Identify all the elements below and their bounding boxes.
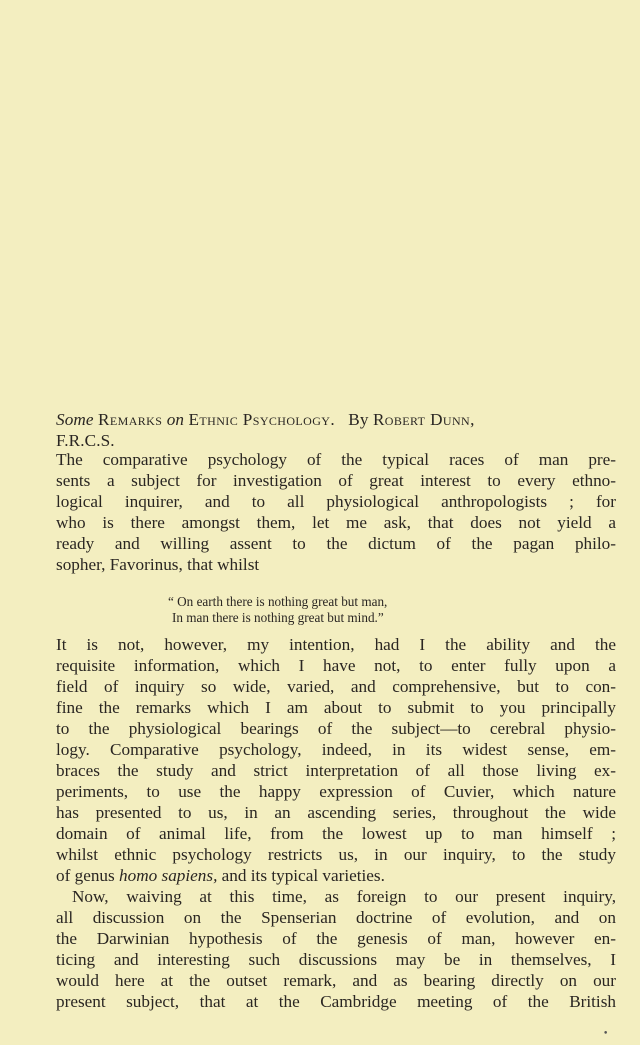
p2-line: braces the study and strict interpretation of all those living ex- bbox=[56, 761, 616, 780]
p3-line: would here at the outset remark, and as bearing directly on our bbox=[56, 971, 616, 990]
heading-remarks: Remarks bbox=[98, 410, 163, 429]
p1-line: logical inquirer, and to all physiological anthropologists ; for bbox=[56, 492, 616, 511]
p3-line: present subject, that at the Cambridge meeting of the British bbox=[56, 992, 616, 1011]
p1-line: sopher, Favorinus, that whilst bbox=[56, 555, 260, 574]
p3-line: Now, waiving at this time, as foreign to our present inquiry, bbox=[72, 887, 616, 906]
heading-topic: Ethnic Psychology. bbox=[188, 410, 336, 429]
heading-author: Robert Dunn, bbox=[372, 410, 475, 429]
p2-line: It is not, however, my intention, had I the ability and the bbox=[56, 635, 616, 654]
p1-line: who is there amongst them, let me ask, that does not yield a bbox=[56, 513, 616, 532]
p2-genus-after: and its typical varieties. bbox=[217, 866, 385, 885]
article-heading bbox=[56, 409, 616, 451]
p2-line: whilst ethnic psychology restricts us, in our inquiry, to the study bbox=[56, 845, 616, 864]
p2-line: field of inquiry so wide, varied, and comprehensive, but to con- bbox=[56, 677, 616, 696]
p2-line: requisite information, which I have not, to enter fully upon a bbox=[56, 656, 616, 675]
p2-line: domain of animal life, from the lowest up to man himself ; bbox=[56, 824, 616, 843]
p2-genus-italic: homo sapiens, bbox=[119, 866, 218, 885]
heading-by: By bbox=[348, 410, 369, 429]
p2-line: has presented to us, in an ascending series, throughout the wide bbox=[56, 803, 616, 822]
p2-line-genus bbox=[56, 865, 616, 886]
p2-line: to the physiological bearings of the subject—to cerebral physio- bbox=[56, 719, 616, 738]
p3-line: all discussion on the Spenserian doctrine of evolution, and on bbox=[56, 908, 616, 927]
heading-some: Some bbox=[56, 410, 94, 429]
p2-genus-before: of genus bbox=[56, 866, 120, 885]
heading-on: on bbox=[166, 410, 185, 429]
p2-line: logy. Comparative psychology, indeed, in its widest sense, em- bbox=[56, 740, 616, 759]
paragraph-1 bbox=[56, 449, 616, 575]
p1-line: ready and willing assent to the dictum of the pagan philo- bbox=[56, 534, 616, 553]
heading-line-1 bbox=[56, 409, 616, 430]
quote-line-2: In man there is nothing great but mind.” bbox=[172, 610, 384, 625]
verse-quote bbox=[168, 594, 528, 626]
p1-line: sents a subject for investigation of great interest to every ethno- bbox=[56, 471, 616, 490]
heading-credentials: F.R.C.S. bbox=[56, 431, 115, 450]
corner-mark: • bbox=[603, 1029, 609, 1039]
p1-line: The comparative psychology of the typical races of man pre- bbox=[56, 450, 616, 469]
p3-line: the Darwinian hypothesis of the genesis of man, however en- bbox=[56, 929, 616, 948]
p2-line: periments, to use the happy expression of Cuvier, which nature bbox=[56, 782, 616, 801]
quote-line-1: “ On earth there is nothing great but man, bbox=[168, 594, 388, 609]
p2-line: fine the remarks which I am about to submit to you principally bbox=[56, 698, 616, 717]
p3-line: ticing and interesting such discussions may be in themselves, I bbox=[56, 950, 616, 969]
paragraph-2 bbox=[56, 634, 616, 1012]
